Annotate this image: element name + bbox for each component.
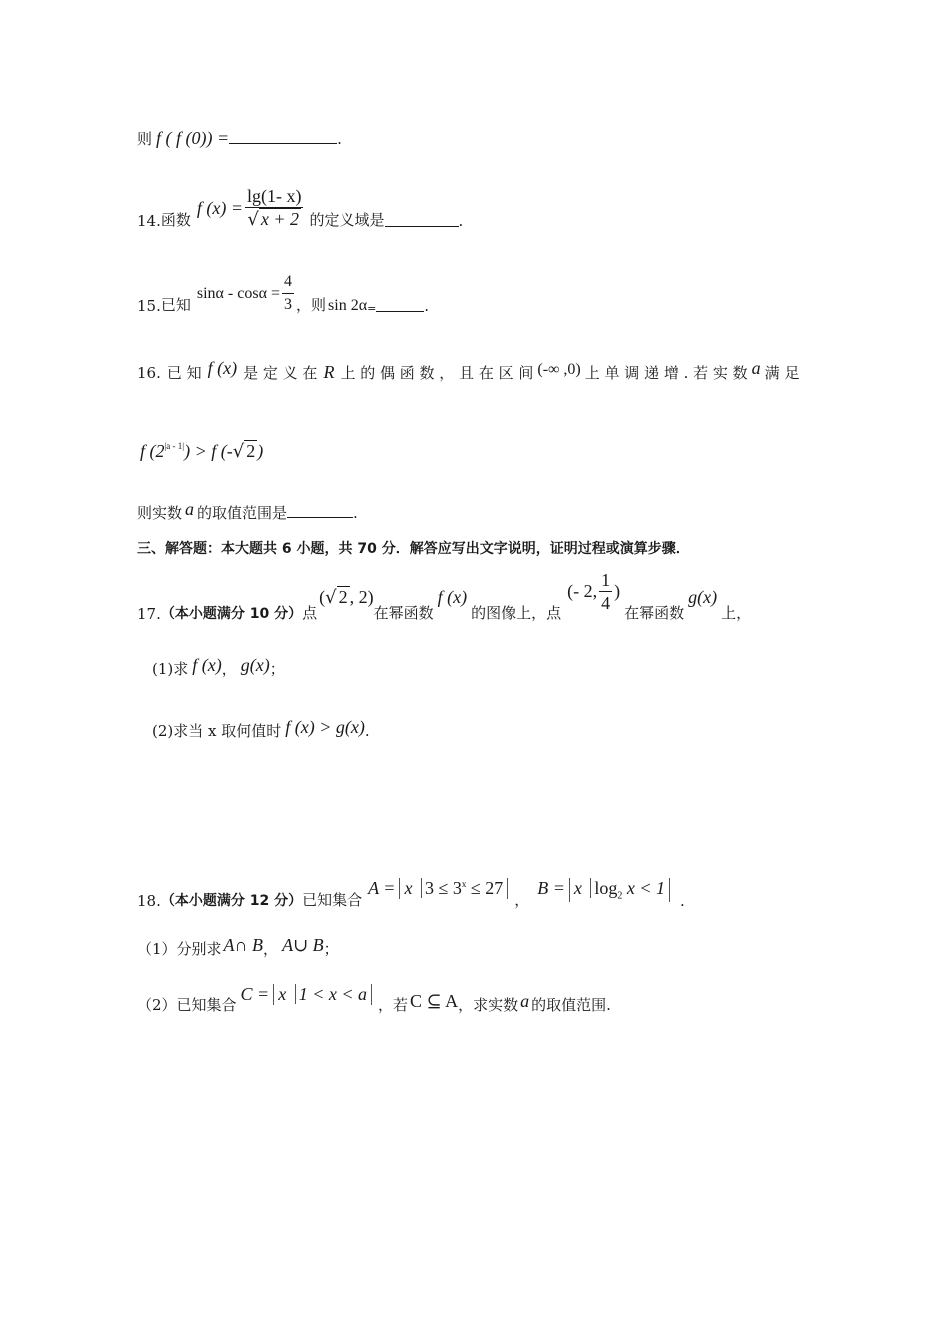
question-16-line	[137, 358, 800, 383]
q17-function-g: g(x)	[688, 587, 718, 607]
q13-expression: f ( f (0)) =	[156, 128, 230, 148]
q15-eq: =	[367, 302, 377, 315]
q18-set-b	[569, 878, 670, 902]
q17-sub-2-label: (2)求当 x 取何值时	[152, 722, 282, 740]
q18-set-a-lhs: A =	[368, 878, 396, 898]
q16-cond-end: )	[257, 441, 264, 461]
question-13-line	[137, 128, 342, 149]
q15-fraction-denominator: 3	[284, 296, 292, 313]
q14-fraction-denominator: √ x + 2	[247, 209, 300, 230]
q17-point-2-fraction: $\frac{1}{4}$	[601, 570, 611, 613]
q17-sub-2-end: .	[364, 722, 370, 740]
q17-sub-1-sep: ，	[221, 660, 237, 678]
q15-end: .	[424, 297, 430, 315]
question-15-line	[137, 272, 429, 315]
q17-sub-1	[152, 655, 285, 679]
q14-suffix: 的定义域是	[309, 211, 385, 229]
q17-text-4: 在幂函数	[624, 604, 685, 622]
q14-word: 函数	[160, 211, 191, 229]
q18-set-b-var: x	[573, 878, 582, 898]
q18-set-a	[399, 878, 508, 899]
q18-score-tag: （本小题满分 12 分）	[160, 892, 303, 909]
q17-text-5: 上，	[721, 604, 752, 622]
q13-prefix: 则	[137, 130, 153, 148]
q15-answer-blank[interactable]	[376, 297, 424, 312]
q16-part-0: 已 知	[166, 364, 202, 382]
q16-part-4: 上 的 偶 函 数 ， 且 在 区 间	[340, 364, 534, 382]
q18-sub-2-label: （2）已知集合	[137, 996, 237, 1014]
q17-sub-2-expr: f (x) > g(x)	[285, 717, 365, 737]
q18-set-c-var: x	[278, 984, 287, 1004]
q18-sub-2-mid: ，若	[378, 996, 409, 1014]
q17-sub-1-f: f (x)	[192, 655, 222, 675]
q17-score-tag: （本小题满分 10 分）	[160, 606, 303, 622]
q18-sub-2	[137, 984, 611, 1015]
q15-word: 已知	[160, 296, 191, 314]
q14-lhs: f (x) =	[196, 197, 243, 218]
q18-number: 18.	[137, 891, 161, 910]
q18-sub-2-tail-a: ，求实数	[458, 996, 519, 1014]
q16-function: f (x)	[207, 358, 238, 378]
q14-number: 14.	[137, 212, 161, 230]
q13-end: .	[337, 130, 342, 148]
q18-end: .	[680, 891, 685, 910]
q16-cond-exponent: |a - 1|	[164, 441, 185, 451]
q18-comma: ，	[514, 890, 530, 909]
q18-sub-1-end: ；	[323, 940, 339, 958]
q16-ask-suffix: 的取值范围是	[197, 504, 288, 522]
q16-ask-end: .	[353, 504, 358, 522]
q18-sub-2-var: a	[520, 991, 530, 1011]
q18-sub-1-union: A∪ B	[282, 935, 324, 955]
q18-set-b-cond: $\log_2 x < 1$	[590, 878, 665, 898]
q18-set-a-var: x	[404, 878, 413, 898]
q16-var-a: a	[751, 358, 761, 378]
q17-point-2: (- 2, $\frac{1}{4}$ )	[567, 570, 621, 613]
q13-answer-blank[interactable]	[229, 129, 337, 144]
question-18-line	[137, 878, 685, 910]
q15-number: 15.	[137, 297, 161, 315]
q16-number: 16.	[137, 364, 161, 382]
q17-point-1: (√ 2 , 2)	[319, 587, 374, 608]
question-17-line	[137, 570, 752, 623]
q15-mid: ，则	[296, 296, 327, 314]
q16-answer-blank[interactable]	[287, 503, 353, 518]
q18-set-c-lhs: C =	[240, 984, 270, 1004]
q17-sub-1-end: ；	[269, 660, 285, 678]
q15-fraction	[282, 272, 294, 315]
q17-function-f: f (x)	[437, 587, 468, 607]
q18-sub-1-intersection: A∩ B	[223, 935, 264, 955]
q14-answer-blank[interactable]	[385, 212, 459, 227]
q17-text-2: 在幂函数	[373, 604, 434, 622]
section-3-heading: 三、解答题：本大题共 6 小题，共 70 分．解答应写出文字说明，证明过程或演算步骤．	[137, 541, 690, 557]
question-14-line	[137, 186, 463, 230]
q17-text-1: 点	[302, 604, 318, 622]
q18-sub-1-sep: ，	[263, 940, 279, 958]
q16-condition: f (2 $^{|a - 1|}$ ) > f (- √ 2 )	[140, 441, 264, 462]
q14-radicand: x + 2	[260, 209, 300, 229]
q18-set-b-lhs: B =	[537, 878, 565, 898]
q14-end: .	[458, 212, 464, 230]
q18-set-c-cond: 1 < x < a	[295, 984, 367, 1004]
q17-point-1-radicand: 2	[338, 587, 348, 607]
q17-sub-2	[152, 717, 370, 741]
q16-cond-mid: ) > f (-	[184, 441, 233, 461]
q18-sub-1-label: （1）分别求	[137, 940, 222, 958]
q18-set-c	[273, 984, 372, 1005]
q17-number: 17.	[137, 605, 161, 623]
q14-fraction	[245, 186, 303, 230]
q16-cond-left: f (2	[140, 441, 165, 461]
q16-interval: (-∞ ,0)	[537, 361, 581, 378]
q16-part-2: 是 定 义 在	[243, 364, 318, 382]
q16-cond-radicand: 2	[246, 441, 256, 461]
q16-part-6: 上 单 调 递 增 . 若 实 数	[584, 364, 748, 382]
q18-text-1: 已知集合	[302, 890, 363, 909]
q16-part-8: 满 足	[764, 364, 800, 382]
q15-fraction-numerator: 4	[282, 272, 294, 294]
q16-ask-line	[137, 499, 358, 523]
q18-set-a-cond: $3 \le 3^x \le 27$	[421, 878, 503, 898]
q18-sub-1	[137, 935, 339, 959]
q18-sub-2-tail-b: 的取值范围.	[531, 996, 611, 1014]
q14-fraction-numerator: lg(1- x)	[247, 186, 302, 206]
q16-ask-prefix: 则实数	[137, 504, 183, 522]
q17-sub-1-g: g(x)	[240, 655, 270, 675]
q17-text-3: 的图像上，点	[471, 604, 562, 622]
q16-set-r: R	[323, 362, 335, 382]
q18-sub-2-relation: C ⊆ A	[410, 991, 459, 1011]
q15-expression-2: sin 2α	[328, 297, 368, 314]
q17-sub-1-label: (1)求	[152, 660, 189, 678]
q16-ask-var: a	[185, 499, 195, 519]
q15-expression: sinα - cosα =	[196, 284, 280, 302]
